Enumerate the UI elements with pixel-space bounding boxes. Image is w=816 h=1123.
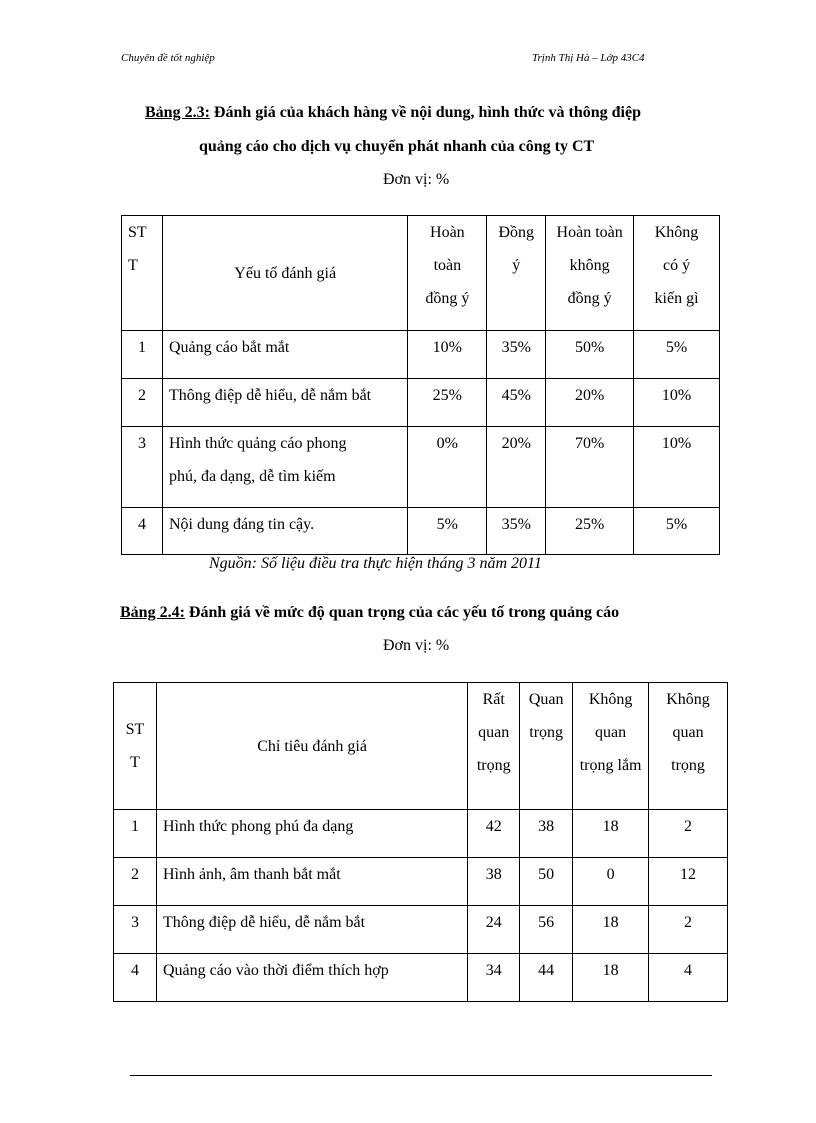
- table2-header-col3: Không quan trọng lắm: [573, 683, 649, 810]
- table2-cell-stt: 1: [114, 810, 157, 858]
- table2-cell-stt: 2: [114, 858, 157, 906]
- table1-cell-v1: 25%: [408, 379, 487, 427]
- table-row: [114, 954, 728, 1002]
- header-right: Trịnh Thị Hà – Lớp 43C4: [532, 52, 645, 64]
- table-row: [122, 331, 720, 379]
- table2: [113, 682, 728, 1002]
- table1-header-stt: ST T: [122, 216, 163, 331]
- table1-cell-v3: 20%: [546, 379, 634, 427]
- table2-cell-v1: 38: [468, 858, 520, 906]
- table-row: [114, 858, 728, 906]
- table2-cell-v1: 24: [468, 906, 520, 954]
- table2-title: [120, 604, 619, 622]
- table-row: [122, 508, 720, 555]
- table2-cell-criteria: Hình ảnh, âm thanh bắt mắt: [156, 858, 467, 906]
- table1-cell-v3: 25%: [546, 508, 634, 555]
- table1-cell-v4: 5%: [634, 508, 720, 555]
- table2-cell-criteria: Quảng cáo vào thời điểm thích hợp: [156, 954, 467, 1002]
- table-row: [114, 906, 728, 954]
- table2-cell-v4: 12: [649, 858, 728, 906]
- table2-cell-v1: 42: [468, 810, 520, 858]
- table2-cell-stt: 4: [114, 954, 157, 1002]
- table-row: [122, 427, 720, 508]
- table1-header-col4: Không có ý kiến gì: [634, 216, 720, 331]
- table1-cell-v4: 5%: [634, 331, 720, 379]
- table1-title-line2: quảng cáo cho dịch vụ chuyển phát nhanh của công ty CT: [199, 138, 595, 155]
- table1-header-col3: Hoàn toàn không đồng ý: [546, 216, 634, 331]
- table2-cell-stt: 3: [114, 906, 157, 954]
- table2-cell-v3: 0: [573, 858, 649, 906]
- table2-cell-v3: 18: [573, 810, 649, 858]
- table1-cell-v3: 50%: [546, 331, 634, 379]
- table2-cell-v2: 44: [520, 954, 573, 1002]
- table-row: [122, 379, 720, 427]
- table1-header-criteria: Yếu tố đánh giá: [162, 216, 407, 331]
- table2-cell-v1: 34: [468, 954, 520, 1002]
- table1-cell-criteria: Hình thức quảng cáo phong phú, đa dạng, dễ tìm kiếm: [162, 427, 407, 508]
- table2-header-stt: ST T: [114, 683, 157, 810]
- table1-cell-v4: 10%: [634, 427, 720, 508]
- table1: [121, 215, 720, 555]
- table2-cell-v2: 56: [520, 906, 573, 954]
- table1-cell-v2: 35%: [487, 331, 546, 379]
- table1-cell-criteria: Thông điệp dễ hiểu, dễ nắm bắt: [162, 379, 407, 427]
- table2-cell-v4: 4: [649, 954, 728, 1002]
- table1-unit: Đơn vị: %: [383, 171, 450, 188]
- table1-cell-v2: 20%: [487, 427, 546, 508]
- table1-cell-stt: 2: [122, 379, 163, 427]
- table2-cell-criteria: Hình thức phong phú đa dạng: [156, 810, 467, 858]
- table2-header-col1: Rất quan trọng: [468, 683, 520, 810]
- table1-cell-v1: 10%: [408, 331, 487, 379]
- table2-title-text: Đánh giá về mức độ quan trọng của các yếu tố trong quảng cáo: [184, 604, 620, 621]
- table2-header-col4: Không quan trọng: [649, 683, 728, 810]
- table1-cell-stt: 3: [122, 427, 163, 508]
- table1-label: Bảng 2.3:: [145, 104, 210, 121]
- table2-cell-v3: 18: [573, 906, 649, 954]
- table1-cell-v1: 0%: [408, 427, 487, 508]
- table2-label: Bảng 2.4:: [120, 604, 185, 621]
- table2-cell-v3: 18: [573, 954, 649, 1002]
- footer-divider: [130, 1075, 712, 1076]
- table2-unit: Đơn vị: %: [383, 637, 450, 654]
- table2-header-col2: Quan trọng: [520, 683, 573, 810]
- table1-title-text: Đánh giá của khách hàng về nội dung, hình thức và thông điệp: [209, 104, 641, 121]
- table1-header-col2: Đồng ý: [487, 216, 546, 331]
- table1-cell-v2: 45%: [487, 379, 546, 427]
- table1-cell-criteria: Quảng cáo bắt mắt: [162, 331, 407, 379]
- table1-cell-v1: 5%: [408, 508, 487, 555]
- table1-header-col1: Hoàn toàn đồng ý: [408, 216, 487, 331]
- table1-title-line1: [145, 104, 641, 122]
- table1-cell-stt: 1: [122, 331, 163, 379]
- header-left: Chuyên đề tốt nghiệp: [121, 52, 215, 64]
- table2-cell-criteria: Thông điệp dễ hiểu, dễ nắm bắt: [156, 906, 467, 954]
- table1-cell-stt: 4: [122, 508, 163, 555]
- table2-cell-v4: 2: [649, 906, 728, 954]
- table2-header-criteria: Chỉ tiêu đánh giá: [156, 683, 467, 810]
- table1-cell-criteria: Nội dung đáng tin cậy.: [162, 508, 407, 555]
- table1-cell-v3: 70%: [546, 427, 634, 508]
- table-row: [114, 810, 728, 858]
- table2-header-row: [114, 683, 728, 810]
- table1-cell-v4: 10%: [634, 379, 720, 427]
- table1-source: Nguồn: Số liệu điều tra thực hiện tháng 3 năm 2011: [209, 555, 542, 572]
- table2-cell-v2: 50: [520, 858, 573, 906]
- table2-cell-v4: 2: [649, 810, 728, 858]
- table2-cell-v2: 38: [520, 810, 573, 858]
- table1-header-row: [122, 216, 720, 331]
- table1-cell-v2: 35%: [487, 508, 546, 555]
